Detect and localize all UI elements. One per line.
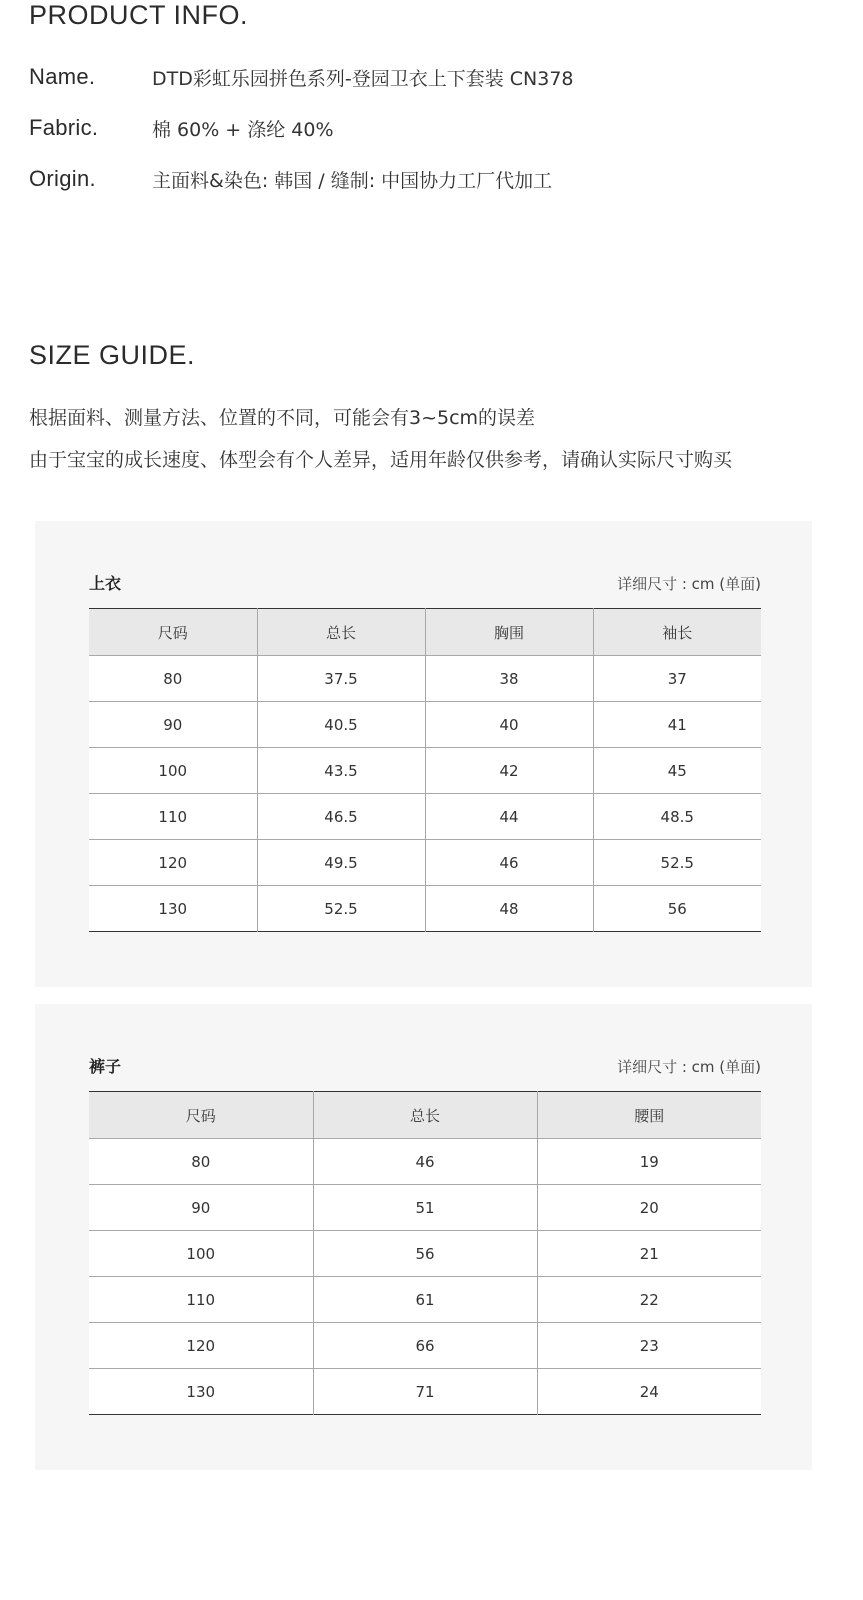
top-size-table — [89, 608, 761, 932]
table-cell: 38 — [425, 656, 593, 702]
table-cell: 90 — [89, 702, 257, 748]
table-cell: 80 — [89, 656, 257, 702]
product-info-title: PRODUCT INFO. — [29, 0, 249, 30]
table-row — [89, 1139, 761, 1185]
table-cell: 90 — [89, 1185, 313, 1231]
table-cell: 66 — [313, 1323, 537, 1369]
column-header: 胸围 — [425, 609, 593, 656]
table-cell: 41 — [593, 702, 761, 748]
table-cell: 110 — [89, 1277, 313, 1323]
info-row-fabric — [29, 113, 334, 143]
table-row — [89, 1231, 761, 1277]
table-cell: 42 — [425, 748, 593, 794]
bottom-size-panel — [35, 1004, 812, 1470]
table-header-row — [89, 609, 761, 656]
size-note-age-reference: 由于宝宝的成长速度、体型会有个人差异，适用年龄仅供参考，请确认实际尺寸购买 — [29, 449, 733, 471]
column-header: 总长 — [313, 1092, 537, 1139]
table-cell: 52.5 — [257, 886, 425, 932]
table-row — [89, 702, 761, 748]
info-value-fabric: 棉 60% + 涤纶 40% — [152, 118, 334, 141]
table-cell: 46 — [425, 840, 593, 886]
bottom-table-unit: 详细尺寸 : cm (单面) — [617, 1058, 761, 1076]
table-cell: 100 — [89, 748, 257, 794]
table-cell: 130 — [89, 886, 257, 932]
table-cell: 71 — [313, 1369, 537, 1415]
top-table-name: 上衣 — [89, 574, 122, 593]
info-value-origin: 主面料&染色: 韩国 / 缝制: 中国协力工厂代加工 — [152, 169, 553, 192]
table-cell: 37 — [593, 656, 761, 702]
table-cell: 40 — [425, 702, 593, 748]
bottom-table-name: 裤子 — [89, 1057, 122, 1076]
top-size-panel — [35, 521, 812, 987]
table-cell: 46 — [313, 1139, 537, 1185]
table-cell: 21 — [537, 1231, 761, 1277]
top-table-header — [89, 571, 761, 595]
table-row — [89, 1277, 761, 1323]
table-cell: 48 — [425, 886, 593, 932]
table-row — [89, 886, 761, 932]
column-header: 总长 — [257, 609, 425, 656]
table-cell: 120 — [89, 1323, 313, 1369]
size-note-error-range: 根据面料、测量方法、位置的不同，可能会有3~5cm的误差 — [29, 407, 536, 429]
table-row — [89, 1323, 761, 1369]
bottom-size-table — [89, 1091, 761, 1415]
table-cell: 120 — [89, 840, 257, 886]
table-cell: 46.5 — [257, 794, 425, 840]
table-row — [89, 656, 761, 702]
bottom-table-header — [89, 1054, 761, 1078]
table-cell: 44 — [425, 794, 593, 840]
table-row — [89, 840, 761, 886]
table-cell: 23 — [537, 1323, 761, 1369]
table-cell: 56 — [313, 1231, 537, 1277]
table-cell: 24 — [537, 1369, 761, 1415]
table-cell: 20 — [537, 1185, 761, 1231]
table-cell: 110 — [89, 794, 257, 840]
table-row — [89, 1185, 761, 1231]
table-header-row — [89, 1092, 761, 1139]
table-cell: 51 — [313, 1185, 537, 1231]
info-row-name — [29, 62, 574, 92]
column-header: 尺码 — [89, 609, 257, 656]
table-cell: 49.5 — [257, 840, 425, 886]
info-value-name: DTD彩虹乐园拼色系列-登园卫衣上下套装 CN378 — [152, 67, 574, 90]
table-cell: 130 — [89, 1369, 313, 1415]
table-cell: 100 — [89, 1231, 313, 1277]
info-label-name: Name. — [29, 64, 96, 89]
size-guide-title: SIZE GUIDE. — [29, 340, 196, 370]
table-cell: 80 — [89, 1139, 313, 1185]
info-label-fabric: Fabric. — [29, 115, 99, 140]
table-cell: 48.5 — [593, 794, 761, 840]
table-cell: 37.5 — [257, 656, 425, 702]
table-row — [89, 794, 761, 840]
table-cell: 56 — [593, 886, 761, 932]
table-row — [89, 1369, 761, 1415]
column-header: 袖长 — [593, 609, 761, 656]
table-cell: 61 — [313, 1277, 537, 1323]
table-cell: 52.5 — [593, 840, 761, 886]
table-cell: 45 — [593, 748, 761, 794]
info-label-origin: Origin. — [29, 166, 96, 191]
table-row — [89, 748, 761, 794]
top-table-unit: 详细尺寸 : cm (单面) — [617, 575, 761, 593]
table-cell: 40.5 — [257, 702, 425, 748]
column-header: 尺码 — [89, 1092, 313, 1139]
table-cell: 19 — [537, 1139, 761, 1185]
table-cell: 43.5 — [257, 748, 425, 794]
info-row-origin — [29, 164, 552, 194]
table-cell: 22 — [537, 1277, 761, 1323]
column-header: 腰围 — [537, 1092, 761, 1139]
